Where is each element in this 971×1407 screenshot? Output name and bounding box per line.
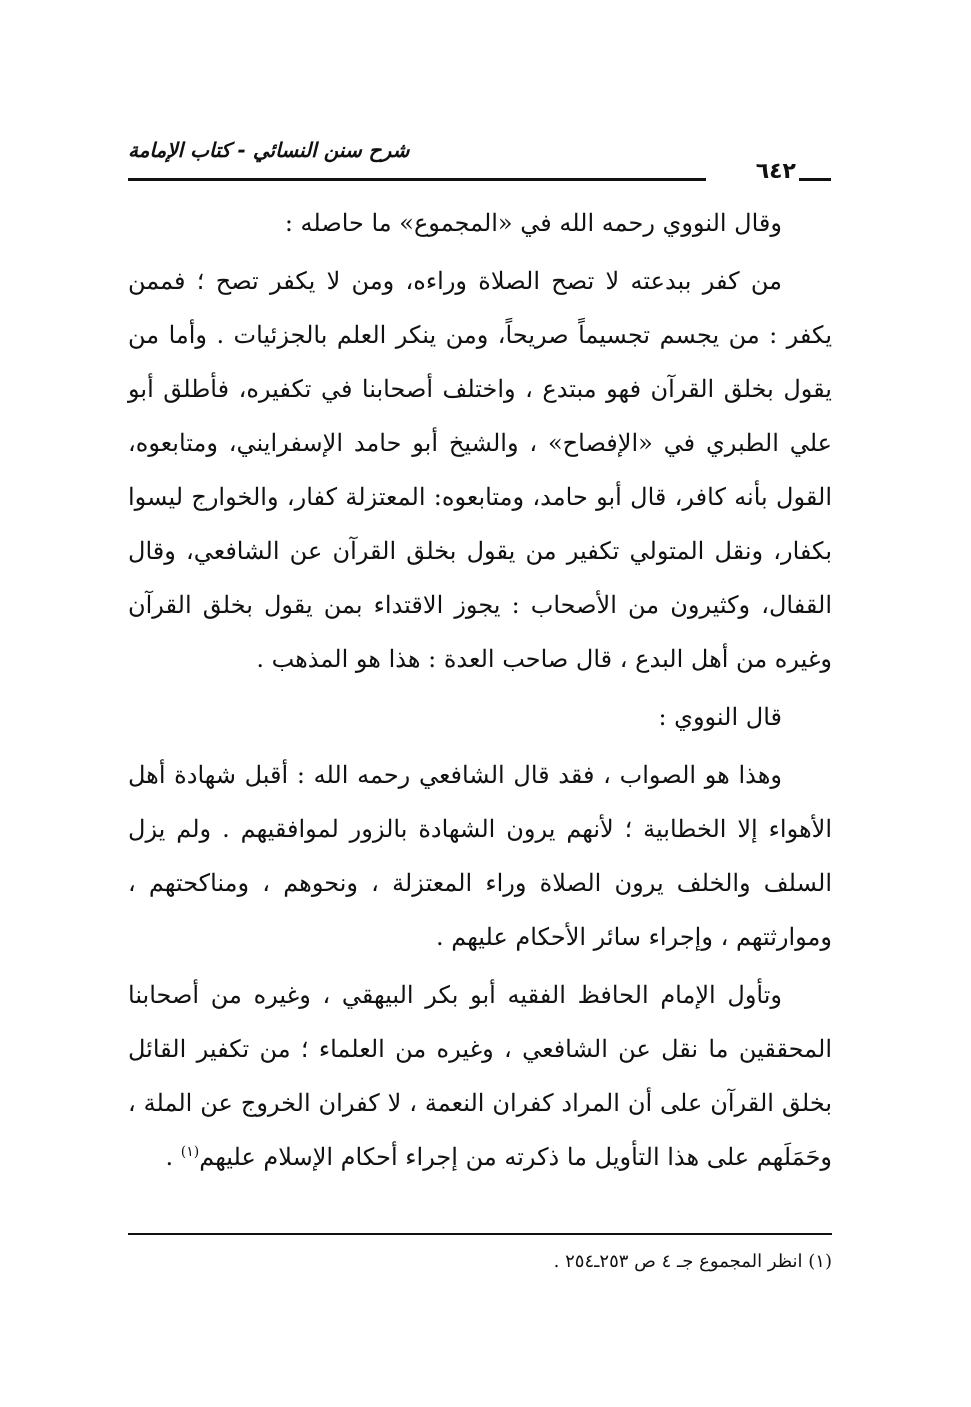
body-text: [128, 196, 832, 1188]
running-title: شرح سنن النسائي - كتاب الإمامة: [128, 138, 410, 162]
shafii-paragraph: وهذا هو الصواب ، فقد قال الشافعي رحمه الله : أقبل شهادة أهل الأهواء إلا الخطابية ؛ لأنهم يرون الشهادة بالزور لموافقيهم . ولم يزل السلف والخلف يرون الصلاة وراء المعتزلة ، ونحوهم ، ومناكحتهم ، وموارثتهم ، وإجراء سائر الأحكام عليهم .: [128, 761, 832, 951]
bayhaqi-paragraph: [128, 968, 832, 1184]
intro-paragraph: وقال النووي رحمه الله في «المجموع» ما حاصله :: [284, 209, 782, 237]
footnote-reference[interactable]: (١): [180, 1144, 200, 1160]
footnote: (١) انظر المجموع جـ ٤ ص ٢٥٣ـ٢٥٤ .: [553, 1251, 832, 1272]
nawawi-heading: قال النووي :: [658, 703, 782, 731]
bayhaqi-text: وتأول الإمام الحافظ الفقيه أبو بكر البيهقي ، وغيره من أصحابنا المحققين ما نقل عن الشافعي ، وغيره من العلماء ؛ من تكفير القائل بخلق القرآن على أن المراد كفران النعمة ، لا كفران الخروج عن الملة ، وحَمَلَهم على هذا التأويل ما ذكرته من إجراء أحكام الإسلام عليهم: [128, 981, 832, 1171]
header-dash: [799, 178, 831, 181]
page-number: ٦٤٢: [755, 159, 796, 184]
quote-paragraph: من كفر ببدعته لا تصح الصلاة وراءه، ومن لا يكفر تصح ؛ فممن يكفر : من يجسم تجسيماً صريحاً، ومن ينكر العلم بالجزئيات . وأما من يقول بخلق القرآن فهو مبتدع ، واختلف أصحابنا في تكفيره، فأطلق أبو علي الطبري في «الإفصاح» ، والشيخ أبو حامد الإسفرايني، ومتابعوه، القول بأنه كافر، قال أبو حامد، ومتابعوه: المعتزلة كفار، والخوارج ليسوا بكفار، ونقل المتولي تكفير من يقول بخلق القرآن عن الشافعي، وقال القفال، وكثيرون من الأصحاب : يجوز الاقتداء بمن يقول بخلق القرآن وغيره من أهل البدع ، قال صاحب العدة : هذا هو المذهب .: [128, 267, 832, 673]
footnote-rule: [128, 1233, 832, 1235]
header-rule: [128, 178, 706, 181]
final-period: .: [165, 1143, 181, 1171]
